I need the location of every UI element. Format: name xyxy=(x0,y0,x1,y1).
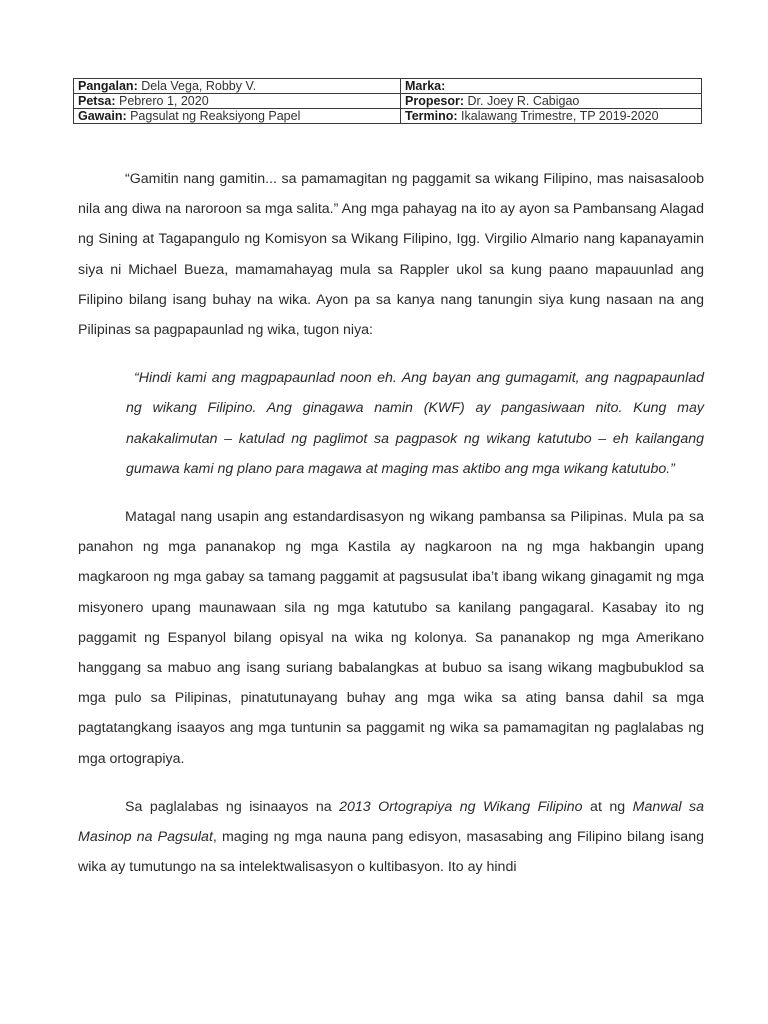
paragraph-3-text-e: , maging ng mga nauna pang edisyon, masasabing ang Filipino bilang isang wika ay tumutungo na sa intelektwalisasyon o kultibasyon. Ito ay hindi xyxy=(78,829,704,876)
termino-cell xyxy=(401,109,702,124)
pangalan-label: Pangalan: xyxy=(78,79,138,93)
essay-body xyxy=(78,164,704,882)
propesor-label: Propesor: xyxy=(405,94,465,108)
petsa-value: Pebrero 1, 2020 xyxy=(115,94,209,108)
paragraph-3 xyxy=(78,792,704,883)
gawain-label: Gawain: xyxy=(78,109,127,123)
petsa-label: Petsa: xyxy=(78,94,116,108)
ortograpiya-title: 2013 Ortograpiya ng Wikang Filipino xyxy=(339,798,583,815)
gawain-value: Pagsulat ng Reaksiyong Papel xyxy=(126,109,301,123)
paragraph-2: Matagal nang usapin ang estandardisasyon ng wikang pambansa sa Pilipinas. Mula pa sa panahon ng mga pananakop ng mga Kastila ay nagkaroon na ng mga hakbangin upang magkaroon ng mga gabay sa tamang paggamit at pagsusulat iba’t ibang wikang ginagamit ng mga misyonero upang maunawaan sila ng mga katutubo sa kanilang pangagaral. Kasabay ito ng paggamit ng Espanyol bilang opisyal na wika ng kolonya. Sa pananakop ng mga Amerikano hanggang sa mabuo ang isang suriang babalangkas at bubuo sa isang wikang magbubuklod sa mga pulo sa Pilipinas, pinatutunayang buhay ang mga wika sa ating bansa dahil sa mga pagtatangkang isaayos ang mga tuntunin sa paggamit ng wika sa pamamagitan ng paglalabas ng mga ortograpiya. xyxy=(78,509,704,767)
manwal-title: Manwal sa Masinop na Pagsulat xyxy=(78,798,704,846)
header-row-3 xyxy=(74,109,702,124)
petsa-cell xyxy=(74,94,401,109)
header-row-1 xyxy=(74,79,702,94)
paragraph-1: “Gamitin nang gamitin... sa pamamagitan ng paggamit sa wikang Filipino, mas naisasaloob nila ang diwa na naroroon sa mga salita.” Ang mga pahayag na ito ay ayon sa Pambansang Alagad ng Sining at Tagapangulo ng Komisyon sa Wikang Filipino, Igg. Virgilio Almario nang kapanayamin siya ni Michael Bueza, mamamahayag mula sa Rappler ukol sa kung paano mapauunlad ang Filipino bilang isang buhay na wika. Ayon pa sa kanya nang tanungin siya kung nasaan na ang Pilipinas sa pagpapaunlad ng wika, tugon niya: xyxy=(78,171,704,339)
termino-label: Termino: xyxy=(405,109,458,123)
marka-cell xyxy=(401,79,702,94)
paragraph-3-text-a: Sa paglalabas ng isinaayos na xyxy=(125,798,340,815)
gawain-cell xyxy=(74,109,401,124)
termino-value: Ikalawang Trimestre, TP 2019-2020 xyxy=(457,109,659,123)
pangalan-cell xyxy=(74,79,401,94)
propesor-value: Dr. Joey R. Cabigao xyxy=(464,94,580,108)
marka-label: Marka: xyxy=(405,79,446,93)
propesor-cell xyxy=(401,94,702,109)
paragraph-3-text-c: at ng xyxy=(582,798,633,815)
pangalan-value: Dela Vega, Robby V. xyxy=(137,79,257,93)
block-quote: “Hindi kami ang magpapaunlad noon eh. Ang bayan ang gumagamit, ang nagpapaunlad ng wikang Filipino. Ang ginagawa namin (KWF) ay pangasiwaan nito. Kung may nakakalimutan – katulad ng paglimot sa pagpasok ng wikang katutubo – eh kailangang gumawa kami ng plano para magawa at maging mas aktibo ang mga wikang katutubo.” xyxy=(126,370,704,477)
header-row-2 xyxy=(74,94,702,109)
header-info-table xyxy=(73,78,702,124)
